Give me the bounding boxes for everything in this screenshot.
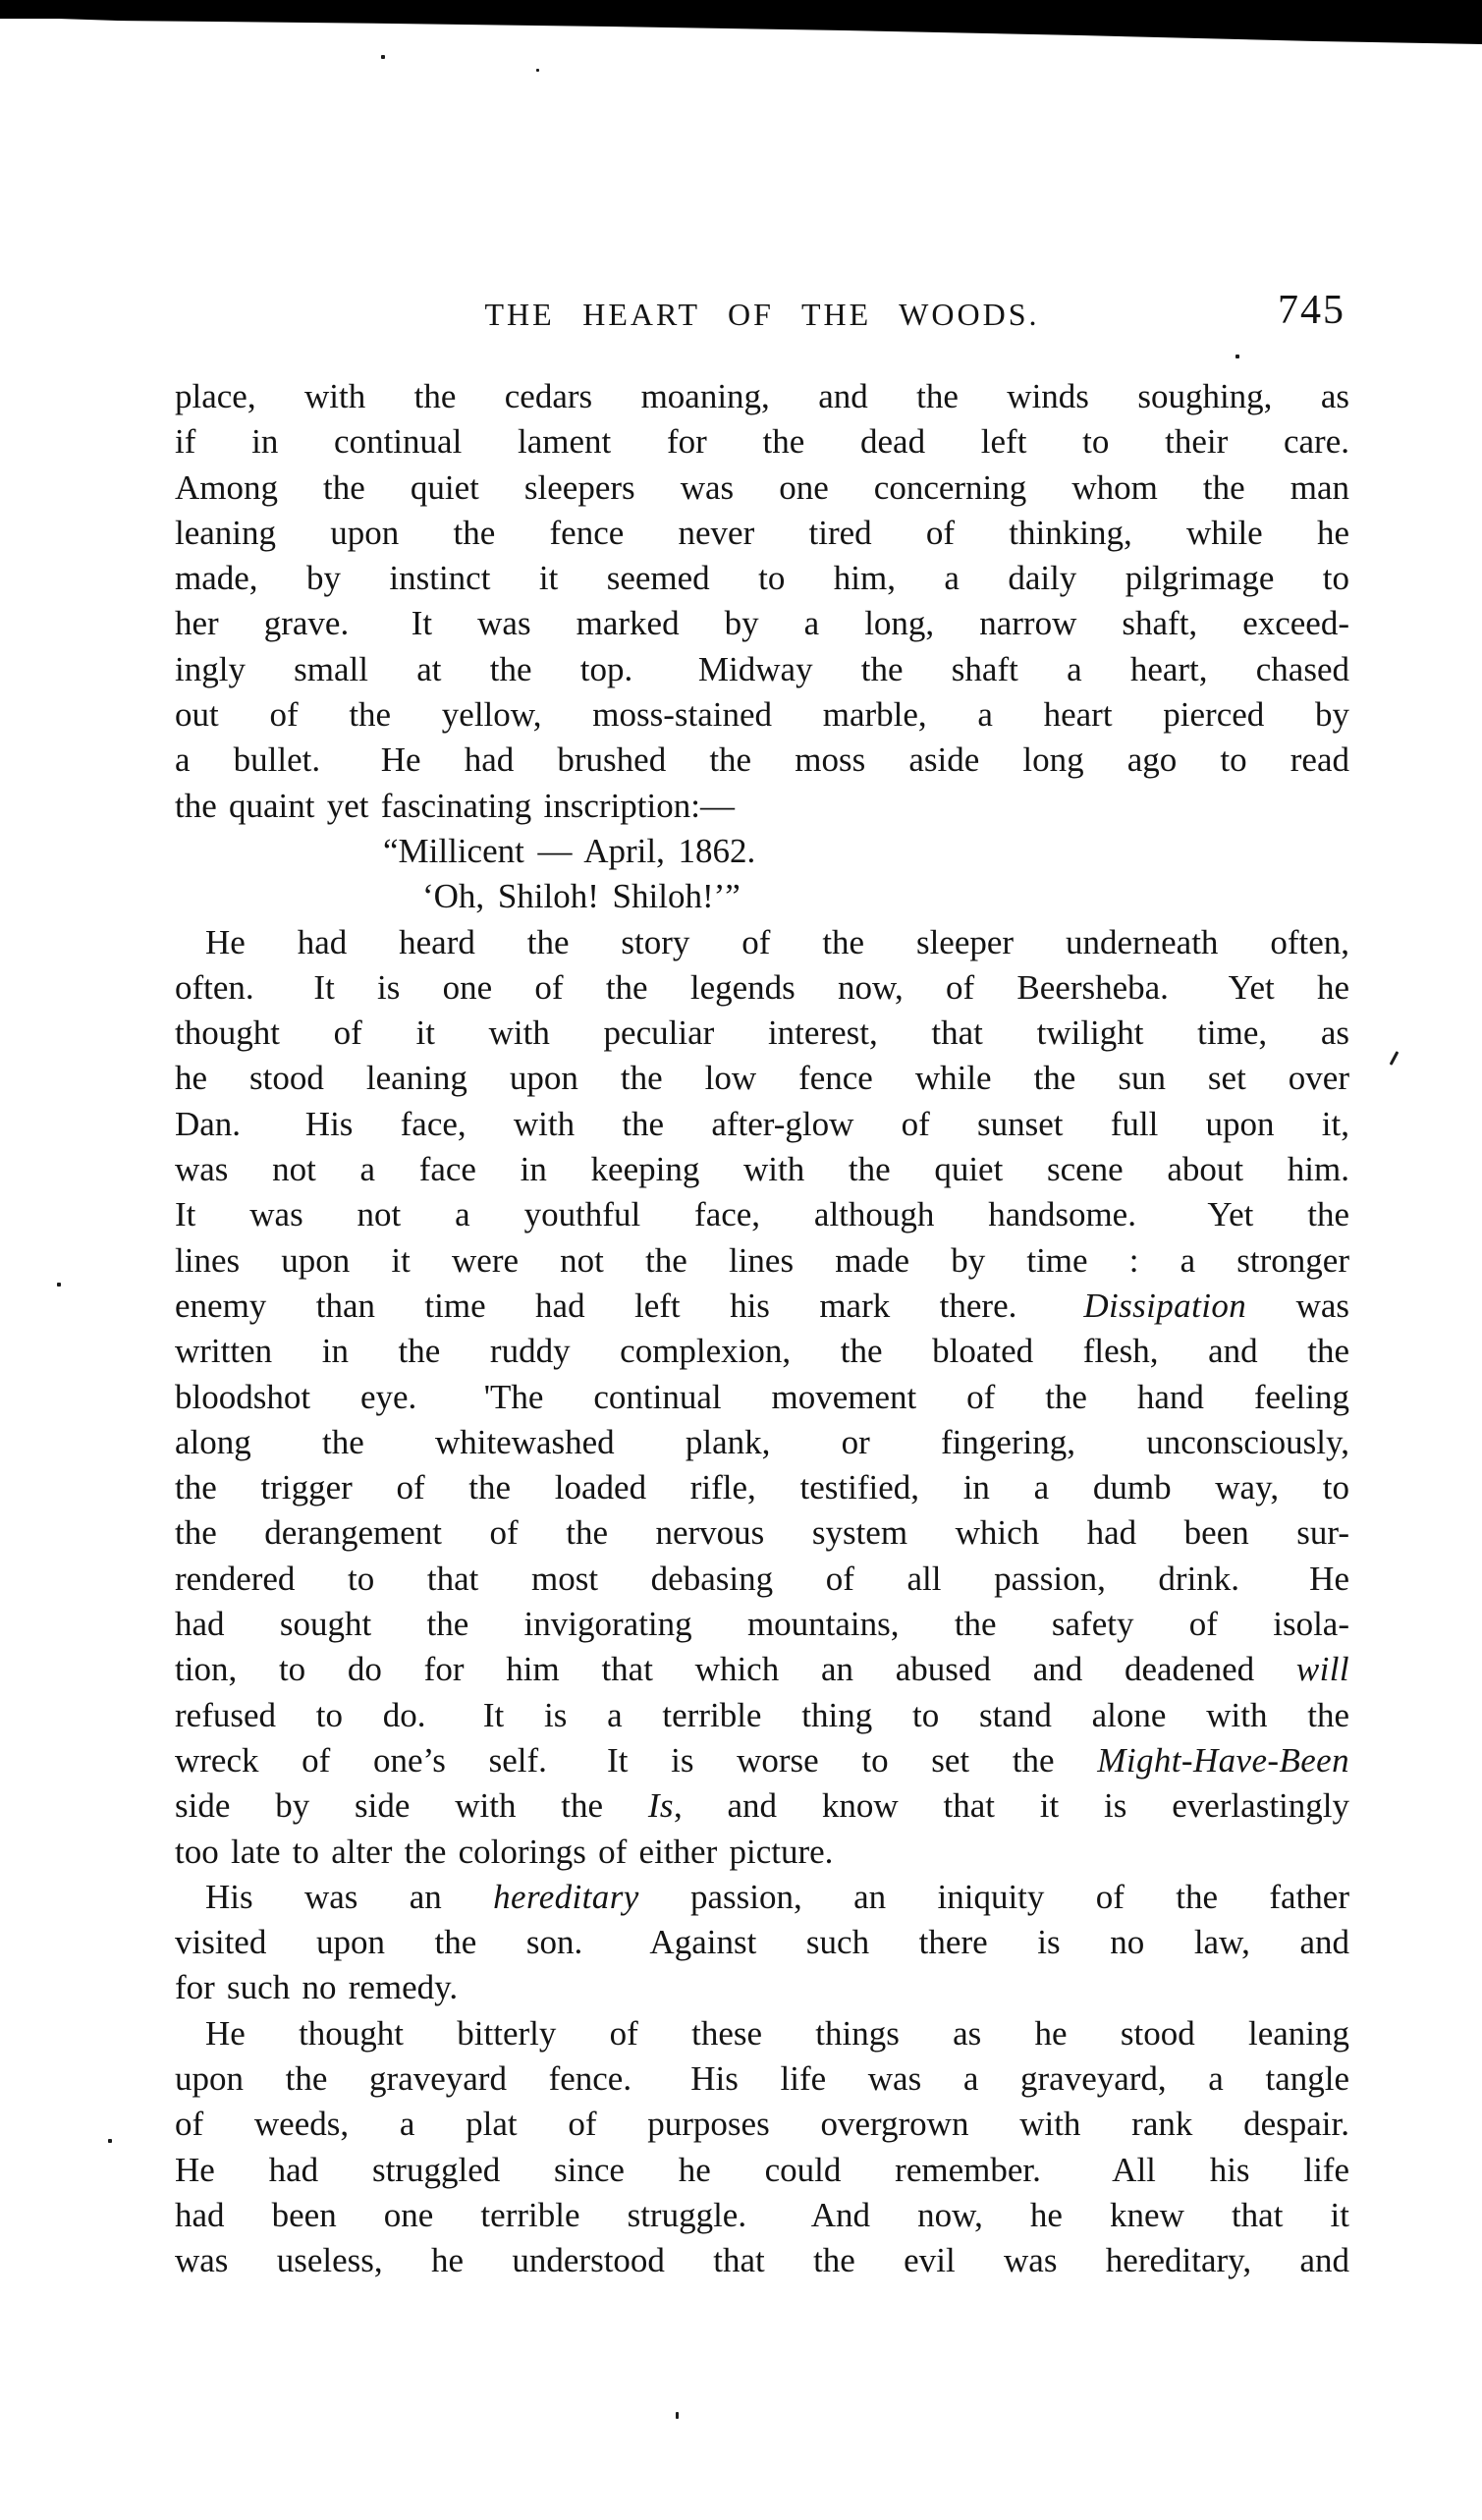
text-line: ingly small at the top. Midway the shaft a heart, chased bbox=[175, 649, 1349, 688]
text-line: ‘Oh, Shiloh! Shiloh!’” bbox=[422, 877, 741, 916]
text-line: thought of it with peculiar interest, that twilight time, as bbox=[175, 1013, 1349, 1053]
text-line: the derangement of the nervous system which had been sur- bbox=[175, 1513, 1349, 1553]
text-line: Dan. His face, with the after-glow of sunset full upon it, bbox=[175, 1104, 1349, 1143]
text-line: He thought bitterly of these things as he stood leaning bbox=[205, 2013, 1349, 2053]
scan-speck bbox=[57, 1283, 61, 1287]
text-line: along the whitewashed plank, or fingering, unconsciously, bbox=[175, 1422, 1349, 1461]
text-line: place, with the cedars moaning, and the winds soughing, as bbox=[175, 377, 1349, 415]
text-line: lines upon it were not the lines made by time : a stronger bbox=[175, 1240, 1349, 1280]
scan-speck bbox=[536, 69, 539, 72]
running-title: THE HEART OF THE WOODS. bbox=[484, 297, 1040, 332]
text-line: was useless, he understood that the evil was hereditary, and bbox=[175, 2241, 1349, 2280]
text-line: Among the quiet sleepers was one concerning whom the man bbox=[175, 467, 1349, 507]
text-line: for such no remedy. bbox=[175, 1968, 459, 2007]
text-line: made, by instinct it seemed to him, a daily pilgrimage to bbox=[175, 559, 1349, 598]
text-line: leaning upon the fence never tired of thinking, while he bbox=[175, 513, 1349, 552]
text-line: too late to alter the colorings of either picture. bbox=[175, 1832, 834, 1871]
page-number: 745 bbox=[1278, 288, 1345, 333]
text-line: rendered to that most debasing of all passion, drink. He bbox=[175, 1559, 1349, 1598]
scan-speck bbox=[381, 55, 385, 59]
text-line: side by side with the Is, and know that it is everlastingly bbox=[175, 1786, 1349, 1826]
text-line: of weeds, a plat of purposes overgrown with rank despair. bbox=[175, 2105, 1349, 2144]
text-line: He had struggled since he could remember. All his life bbox=[175, 2150, 1349, 2189]
page-text bbox=[175, 374, 1349, 2283]
scan-edge-artifact bbox=[0, 0, 1482, 51]
text-line: had been one terrible struggle. And now, he knew that it bbox=[175, 2195, 1349, 2234]
text-line: he stood leaning upon the low fence while the sun set over bbox=[175, 1059, 1349, 1098]
text-line: wreck of one’s self. It is worse to set the Might-Have-Been bbox=[175, 1740, 1349, 1780]
text-line: was not a face in keeping with the quiet scene about him. bbox=[175, 1150, 1349, 1189]
page-header bbox=[175, 288, 1349, 338]
scan-speck bbox=[676, 2412, 679, 2419]
text-line: “Millicent — April, 1862. bbox=[383, 831, 756, 870]
text-line: bloodshot eye. 'The continual movement of the hand feeling bbox=[175, 1377, 1349, 1416]
scan-speck bbox=[1235, 355, 1239, 358]
text-line: the trigger of the loaded rifle, testified, in a dumb way, to bbox=[175, 1468, 1349, 1507]
text-line: His was an hereditary passion, an iniquity of the father bbox=[205, 1877, 1349, 1916]
scan-speck bbox=[1390, 1051, 1400, 1066]
text-line: written in the ruddy complexion, the bloated flesh, and the bbox=[175, 1332, 1349, 1371]
text-line: It was not a youthful face, although handsome. Yet the bbox=[175, 1195, 1349, 1234]
text-line: visited upon the son. Against such there is no law, and bbox=[175, 1923, 1349, 1962]
text-line: the quaint yet fascinating inscription:— bbox=[175, 786, 735, 825]
text-line: enemy than time had left his mark there. Dissipation was bbox=[175, 1286, 1349, 1325]
text-line: refused to do. It is a terrible thing to stand alone with the bbox=[175, 1695, 1349, 1734]
text-line: tion, to do for him that which an abused and deadened will bbox=[175, 1650, 1349, 1689]
text-line: if in continual lament for the dead left to their care. bbox=[175, 422, 1349, 462]
text-line: a bullet. He had brushed the moss aside long ago to read bbox=[175, 740, 1349, 780]
scan-speck bbox=[108, 2139, 112, 2143]
text-line: upon the graveyard fence. His life was a graveyard, a tangle bbox=[175, 2058, 1349, 2098]
text-line: often. It is one of the legends now, of Beersheba. Yet he bbox=[175, 967, 1349, 1007]
text-line: He had heard the story of the sleeper underneath often, bbox=[205, 922, 1349, 961]
text-line: had sought the invigorating mountains, the safety of isola- bbox=[175, 1605, 1349, 1644]
text-line: out of the yellow, moss-stained marble, a heart pierced by bbox=[175, 695, 1349, 735]
text-line: her grave. It was marked by a long, narrow shaft, exceed- bbox=[175, 604, 1349, 643]
